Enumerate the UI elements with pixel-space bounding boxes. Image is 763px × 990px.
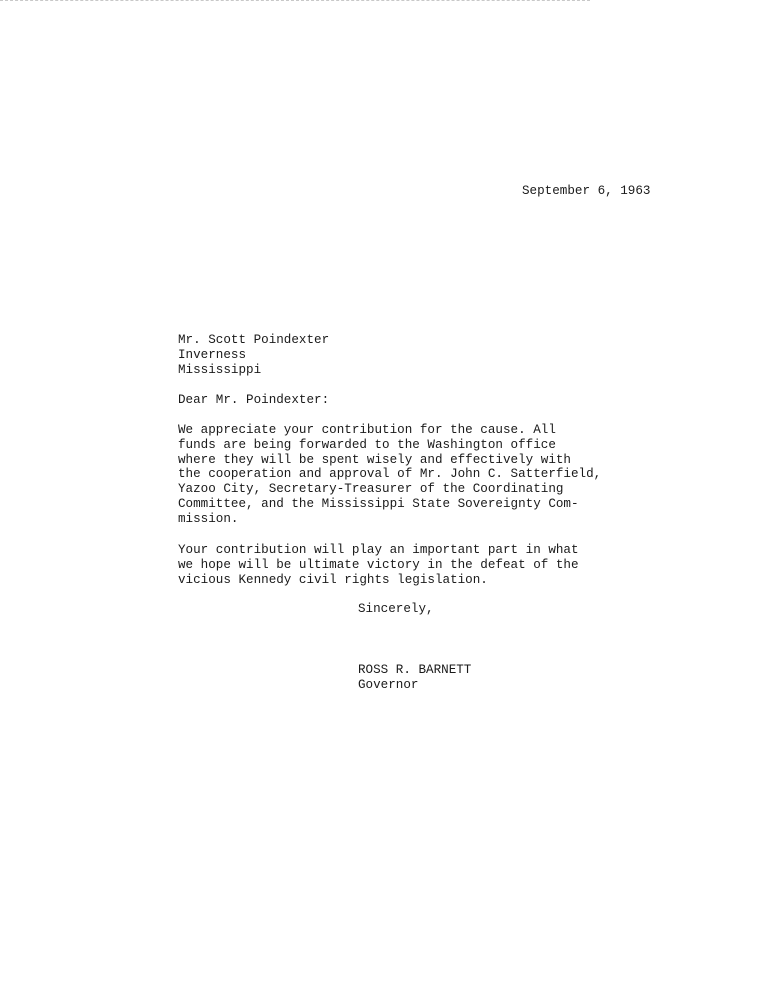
paragraph-line: where they will be spent wisely and effectively with [178,452,571,467]
signer-name: ROSS R. BARNETT [358,663,472,677]
paragraph-line: We appreciate your contribution for the cause. All [178,423,556,437]
recipient-state: Mississippi [178,362,262,377]
recipient-name: Mr. Scott Poindexter [178,333,330,347]
paragraph-line: funds are being forwarded to the Washington office [178,437,556,452]
closing: Sincerely, [358,602,434,616]
signer-title: Governor [358,677,419,692]
signature-block [358,663,471,693]
paragraph-line: Yazoo City, Secretary-Treasurer of the Coordinating [178,482,564,497]
paragraph-line: mission. [178,511,239,526]
salutation: Dear Mr. Poindexter: [178,393,330,407]
body-paragraph-1 [178,423,601,527]
recipient-city: Inverness [178,347,247,362]
top-dashed-rule [0,0,590,1]
recipient-address [178,333,329,377]
paragraph-line: we hope will be ultimate victory in the defeat of the [178,557,579,572]
paragraph-line: Your contribution will play an important part in what [178,543,579,557]
paragraph-line: the cooperation and approval of Mr. John C. Satterfield, [178,467,602,482]
letter-date: September 6, 1963 [522,184,651,198]
paragraph-line: Committee, and the Mississippi State Sovereignty Com- [178,496,579,511]
paragraph-line: vicious Kennedy civil rights legislation. [178,572,488,587]
body-paragraph-2 [178,543,579,587]
